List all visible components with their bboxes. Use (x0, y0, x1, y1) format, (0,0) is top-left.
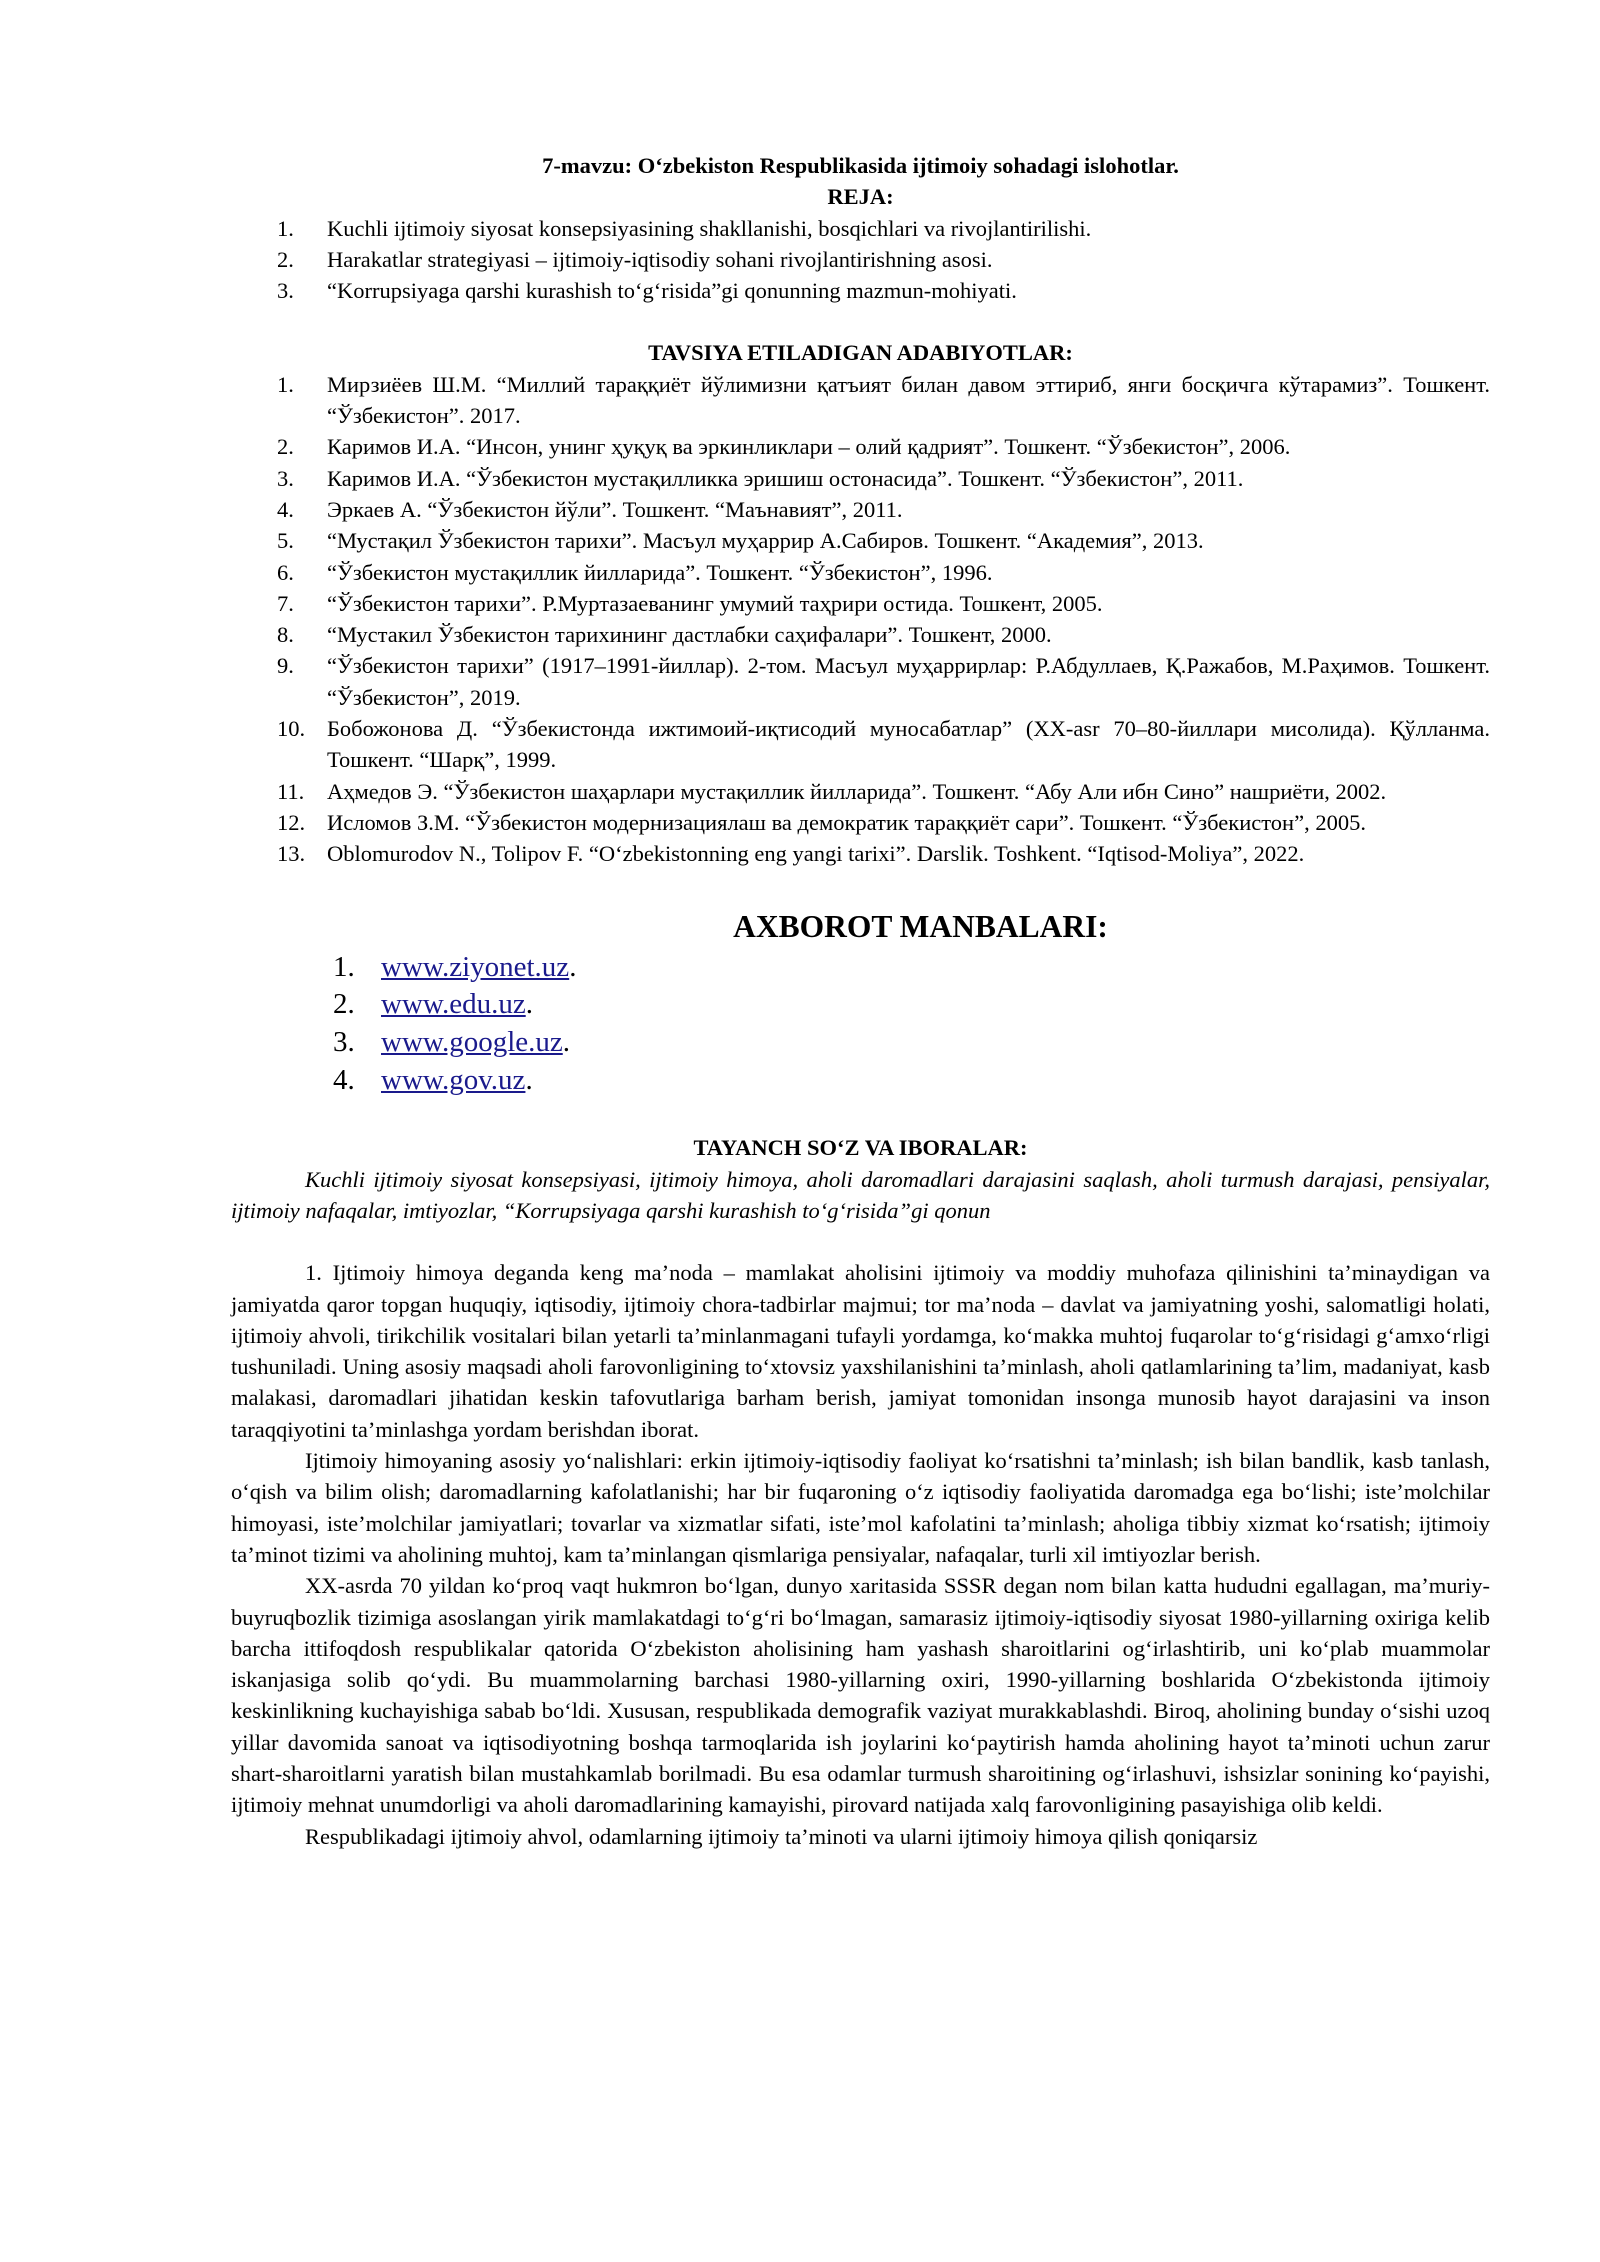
page-title: 7-mavzu: O‘zbekiston Respublikasida ijtimoiy sohadagi islohotlar. (542, 153, 1179, 178)
reference-text: “Мустақил Ўзбекистон тарихи”. Масъул муҳаррир А.Сабиров. Тошкент. “Академия”, 2013. (327, 528, 1204, 554)
body-paragraph: Respublikadagi ijtimoiy ahvol, odamlarning ijtimoiy ta’minoti va ularni ijtimoiy himoya qilish qoniqarsiz (305, 1823, 1258, 1849)
reference-number: 4. (277, 496, 294, 522)
reference-text: Oblomurodov N., Tolipov F. “O‘zbekistonning eng yangi tarixi”. Darslik. Toshkent. “Iqtisod-Moliya”, 2022. (327, 841, 1305, 867)
body-paragraph: 1. Ijtimoiy himoya deganda keng ma’noda – mamlakat aholisini ijtimoiy va moddiy muhofaza qilinishini ta’minaydigan va jamiyatda qaror topgan huquqiy, iqtisodiy, ijtimoiy chora-tadbirlar majmui; tor ma’noda – davlat va jamiyatning yoshi, salomatligi holati, ijtimoiy ahvoli, tirikchilik vositalari bilan yetarli ta’minlanmagani tufayli yordamga, ko‘makka muhtoj fuqarolar to‘g‘risidagi g‘amxo‘rligi tushuniladi. Uning asosiy maqsadi aholi farovonligining to‘xtovsiz yaxshilanishini ta’minlash, aholi qatlamlarining ta’lim, madaniyat, kasb malakasi, daromadlari jihatidan keskin tafovutlariga barham berish, jamiyat tomonidan insonga munosib hayot darajasini va inson taraqqiyotini ta’minlashga yordam berishdan iborat. (231, 1260, 1490, 1442)
reference-item (231, 431, 1490, 462)
reference-item (231, 369, 1490, 432)
reference-number: 13. (277, 841, 306, 867)
reference-number: 2. (277, 434, 294, 460)
keywords-heading: TAYANCH SO‘Z VA IBORALAR: (693, 1135, 1028, 1161)
reference-item (231, 557, 1490, 588)
plan-item (231, 213, 1490, 244)
reference-item (231, 713, 1490, 776)
info-source-suffix: . (525, 1063, 533, 1096)
keywords-text: Kuchli ijtimoiy siyosat konsepsiyasi, ijtimoiy himoya, aholi daromadlari darajasini saqlash, aholi turmush darajasi, pensiyalar, ijtimoiy nafaqalar, imtiyozlar, “Korrupsiyaga qarshi kurashish to‘g‘risida”gi qonun (231, 1166, 1490, 1223)
plan-item (231, 275, 1490, 306)
reference-number: 1. (277, 371, 294, 397)
info-source-number: 2. (333, 988, 355, 1021)
reference-text: Аҳмедов Э. “Ўзбекистон шаҳарлари мустақиллик йилларида”. Тошкент. “Абу Али ибн Сино” нашриёти, 2002. (327, 778, 1387, 804)
info-sources-heading: AXBOROT MANBALARI: (733, 908, 1108, 944)
plan-list (231, 213, 1490, 307)
reference-item (231, 494, 1490, 525)
reference-text: “Ўзбекистон тарихи”. Р.Муртазаеванинг умумий таҳрири остида. Тошкент, 2005. (327, 590, 1103, 616)
plan-item (231, 244, 1490, 275)
info-source-link[interactable]: www.gov.uz (381, 1063, 526, 1096)
plan-item-number: 3. (277, 278, 294, 304)
references-list (231, 369, 1490, 870)
plan-item-number: 2. (277, 246, 294, 272)
reference-item (231, 776, 1490, 807)
plan-item-number: 1. (277, 215, 294, 241)
reference-text: Мирзиёев Ш.М. “Миллий тараққиёт йўлимизни қатъият билан давом эттириб, янги босқичга кўтарамиз”. Тошкент. “Ўзбекистон”. 2017. (327, 371, 1490, 429)
reference-item (231, 650, 1490, 713)
reference-item (231, 838, 1490, 869)
reference-number: 7. (277, 590, 294, 616)
reference-number: 8. (277, 622, 294, 648)
document-page (231, 150, 1490, 1852)
info-source-item (231, 949, 1490, 987)
reference-number: 5. (277, 528, 294, 554)
reference-number: 11. (277, 778, 305, 804)
plan-item-text: Harakatlar strategiyasi – ijtimoiy-iqtisodiy sohani rivojlantirishning asosi. (327, 246, 993, 272)
info-sources-list (231, 949, 1490, 1100)
info-source-item (231, 1062, 1490, 1100)
reference-number: 12. (277, 809, 306, 835)
info-source-number: 1. (333, 950, 355, 983)
body-paragraph: XX-asrda 70 yildan ko‘proq vaqt hukmron bo‘lgan, dunyo xaritasida SSSR degan nom bilan katta hududni egallagan, ma’muriy-buyruqbozlik tizimiga asoslangan yirik mamlakatdagi to‘g‘ri bo‘lmagan, samarasiz ijtimoiy-iqtisodiy siyosat 1980-yillarning oxiriga kelib barcha ittifoqdosh respublikalar qatorida O‘zbekiston aholisining ham yashash sharoitlarini og‘irlashtirib, uni ko‘plab muammolar iskanjasiga solib qo‘ydi. Bu muammolarning barchasi 1980-yillarning oxiri, 1990-yillarning boshlarida O‘zbekistonda ijtimoiy keskinlikning kuchayishiga sabab bo‘ldi. Xususan, respublikada demografik vaziyat murakkablashdi. Biroq, aholining bunday o‘sishi uzoq yillar davomida sanoat va iqtisodiyotning boshqa tarmoqlarida ish joylarini ko‘paytirish hamda aholining hayot ta’minoti uchun zarur shart-sharoitlarni yaratish bilan mustahkamlab borilmadi. Bu esa odamlar turmush sharoitining og‘irlashuvi, ishsizlar sonining ko‘payishi, ijtimoiy mehnat unumdorligi va aholi daromadlarining kamayishi, pirovard natijada xalq farovonligining pasayishiga olib keldi. (231, 1573, 1490, 1818)
reference-text: Бобожонова Д. “Ўзбекистонда ижтимоий-иқтисодий муносабатлар” (XX-asr 70–80-йиллари мисолида). Қўлланма. Тошкент. “Шарқ”, 1999. (327, 716, 1490, 773)
plan-item-text: Kuchli ijtimoiy siyosat konsepsiyasining shakllanishi, bosqichlari va rivojlantirilishi. (327, 215, 1092, 241)
reference-text: “Ўзбекистон тарихи” (1917–1991-йиллар). 2-том. Масъул муҳаррирлар: Р.Абдуллаев, Қ.Ражабов, М.Раҳимов. Тошкент. “Ўзбекистон”, 2019. (327, 653, 1490, 710)
reference-number: 3. (277, 465, 294, 491)
info-source-number: 3. (333, 1025, 355, 1058)
references-heading: TAVSIYA ETILADIGAN ADABIYOTLAR: (648, 340, 1073, 366)
info-source-suffix: . (525, 988, 533, 1021)
reference-text: Исломов З.М. “Ўзбекистон модернизациялаш ва демократик тараққиёт сари”. Тошкент. “Ўзбекистон”, 2005. (327, 809, 1366, 835)
reference-number: 9. (277, 653, 294, 679)
info-source-item (231, 1024, 1490, 1062)
info-source-suffix: . (562, 1025, 570, 1058)
reference-text: “Мустакил Ўзбекистон тарихининг дастлабки саҳифалари”. Тошкент, 2000. (327, 622, 1052, 648)
info-source-link[interactable]: www.ziyonet.uz (381, 950, 570, 983)
reference-text: Каримов И.А. “Инсон, унинг ҳуқуқ ва эркинликлари – олий қадрият”. Тошкент. “Ўзбекистон”, 2006. (327, 434, 1291, 460)
reference-item (231, 588, 1490, 619)
reference-text: Каримов И.А. “Ўзбекистон мустақилликка эришиш остонасида”. Тошкент. “Ўзбекистон”, 2011. (327, 465, 1244, 491)
info-source-suffix: . (569, 950, 577, 983)
reference-number: 10. (277, 716, 306, 742)
reference-text: “Ўзбекистон мустақиллик йилларида”. Тошкент. “Ўзбекистон”, 1996. (327, 559, 993, 585)
info-source-item (231, 986, 1490, 1024)
plan-item-text: “Korrupsiyaga qarshi kurashish to‘g‘risida”gi qonunning mazmun-mohiyati. (327, 278, 1017, 304)
body-paragraph: Ijtimoiy himoyaning asosiy yo‘nalishlari: erkin ijtimoiy-iqtisodiy faoliyat ko‘rsatishni ta’minlash; ish bilan bandlik, kasb tanlash, o‘qish va bilim olish; daromadlarning kafolatlanishi; har bir fuqaroning o‘z iqtisodiy faoliyatida daromadga ega bo‘lishi; iste’molchilar himoyasi, iste’molchilar jamiyatlari; tovarlar va xizmatlar sifati, iste’mol kafolatini ta’minlash; aholiga tibbiy xizmat ko‘rsatish; ijtimoiy ta’minot tizimi va aholining muhtoj, kam ta’minlangan qismlariga pensiyalar, nafaqalar, turli xil imtiyozlar berish. (231, 1448, 1490, 1567)
reference-item (231, 619, 1490, 650)
info-source-link[interactable]: www.google.uz (381, 1025, 563, 1058)
reference-text: Эркаев А. “Ўзбекистон йўли”. Тошкент. “Маънавият”, 2011. (327, 496, 903, 522)
info-source-number: 4. (333, 1063, 355, 1096)
reference-number: 6. (277, 559, 294, 585)
reference-item (231, 525, 1490, 556)
info-source-link[interactable]: www.edu.uz (381, 988, 526, 1021)
reference-item (231, 463, 1490, 494)
reference-item (231, 807, 1490, 838)
plan-heading: REJA: (827, 184, 894, 210)
